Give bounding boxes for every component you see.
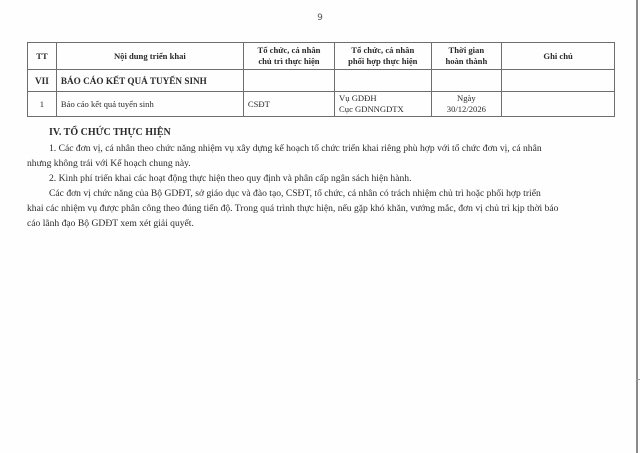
paragraph-3-line-2: khai các nhiệm vụ được phân công theo đúng tiến độ. Trong quá trình thực hiện, nếu gặp khó khăn, vướng mắc, đơn vị chủ trì kịp thời báo [27,203,559,214]
header-lead-line1: Tổ chức, cá nhân [257,45,321,55]
paragraph-1 [27,141,605,171]
row-time-line2: 30/12/2026 [446,104,486,114]
section-note-cell [502,70,615,92]
row-tt: 1 [28,92,57,117]
scan-edge-notch [636,379,640,380]
header-content: Nội dung triển khai [56,43,243,70]
header-time-line1: Thời gian [448,45,485,55]
paragraph-1-line-1: 1. Các đơn vị, cá nhân theo chức năng nhiệm vụ xây dựng kế hoạch tổ chức triển khai riêng phù hợp với tổ chức đơn vị, cá nhân [49,143,542,154]
paragraph-3-line-3: cáo lãnh đạo Bộ GDĐT xem xét giải quyết. [27,218,194,229]
section-tt: VII [28,70,57,92]
header-tt: TT [28,43,57,70]
row-time-line1: Ngày [457,93,476,103]
implementation-plan-table [27,42,615,117]
row-lead-org: CSĐT [243,92,334,117]
table-row [28,92,615,117]
section-organization [27,125,605,231]
section-lead-cell [243,70,334,92]
row-content: Báo cáo kết quả tuyển sinh [56,92,243,117]
table-section-row [28,70,615,92]
paragraph-3-line-1: Các đơn vị chức năng của Bộ GDĐT, sở giáo dục và đào tạo, CSĐT, tổ chức, cá nhân có trách nhiệm chủ trì hoặc phối hợp triển [49,188,541,199]
page-number: 9 [317,13,323,23]
paragraph-2-line-1: 2. Kinh phí triển khai các hoạt động thực hiện theo quy định và phân cấp ngân sách hiện hành. [49,173,412,184]
row-coop-line1: Vụ GDĐH [339,93,377,103]
paragraph-1-line-2: nhưng không trái với Kế hoạch chung này. [27,158,191,169]
paragraph-3 [27,186,605,231]
header-coop-line1: Tổ chức, cá nhân [351,45,415,55]
section-coop-cell [335,70,431,92]
section-title: BÁO CÁO KẾT QUẢ TUYỂN SINH [56,70,243,92]
scan-edge-line [636,0,638,453]
header-lead-org [243,43,334,70]
section-time-cell [431,70,502,92]
header-time-line2: hoàn thành [445,56,488,66]
header-completion-time [431,43,502,70]
row-coop-org [335,92,431,117]
header-lead-line2: chủ trì thực hiện [258,56,320,66]
row-coop-line2: Cục GDNNGDTX [339,104,404,114]
header-coop-org [335,43,431,70]
row-note [502,92,615,117]
row-completion-time [431,92,502,117]
header-coop-line2: phối hợp thực hiện [348,56,418,66]
paragraph-2 [27,171,605,186]
table-header-row [28,43,615,70]
section-heading: IV. TỔ CHỨC THỰC HIỆN [49,127,171,138]
header-note: Ghi chú [502,43,615,70]
